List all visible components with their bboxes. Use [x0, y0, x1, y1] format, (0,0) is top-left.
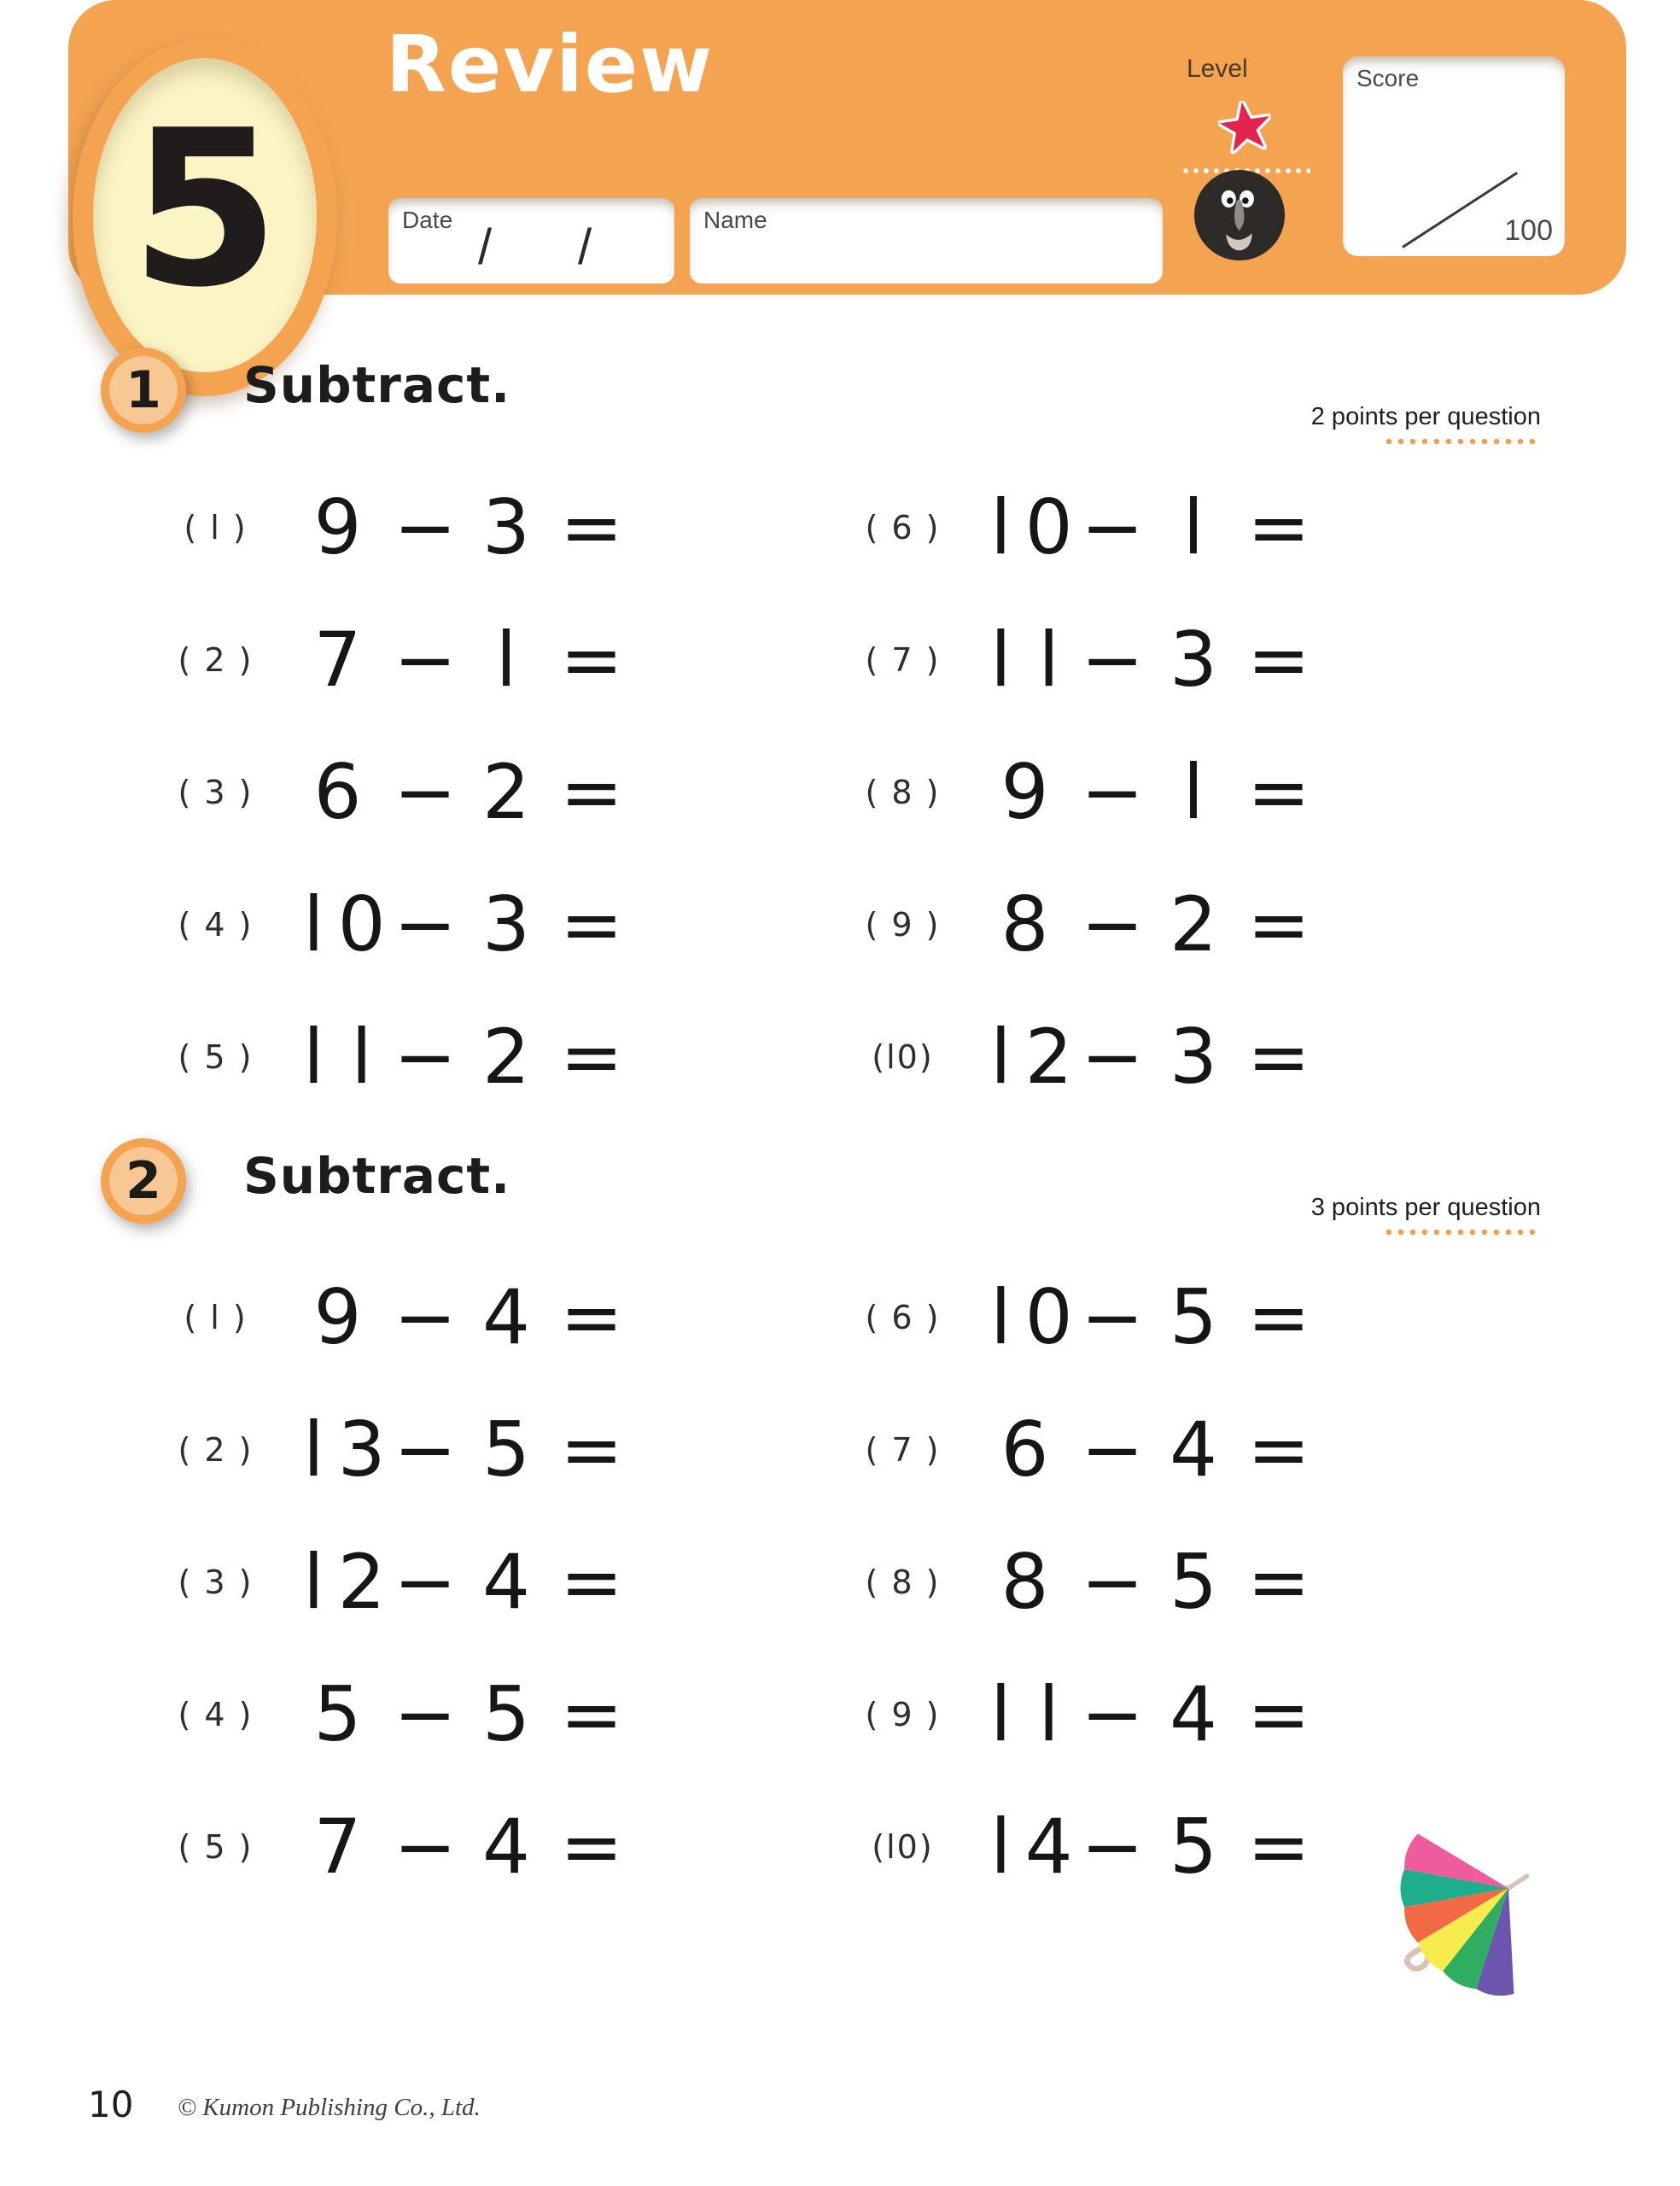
star-icon [1216, 97, 1275, 157]
operand-2: 5 [1170, 1802, 1217, 1891]
operand-2: l [1182, 482, 1205, 571]
problem-row [858, 1780, 1411, 1913]
problem-expression [284, 1399, 724, 1501]
problem-expression [971, 874, 1411, 976]
operand-2: 3 [482, 482, 530, 571]
operand-1: l l [990, 615, 1059, 704]
problem-expression [284, 1663, 724, 1766]
answer-space[interactable] [1317, 874, 1411, 976]
operand-1: 9 [1000, 747, 1049, 836]
equals-sign: = [560, 1272, 623, 1361]
answer-space[interactable] [1317, 609, 1411, 711]
problem-label: ( 4 ) [178, 1695, 254, 1733]
operand-2: 4 [482, 1802, 530, 1891]
section-number: 1 [125, 360, 161, 420]
operand-2: 4 [482, 1537, 530, 1626]
lesson-number: 5 [130, 85, 280, 335]
operand-2: l [495, 615, 517, 704]
operand-1: 5 [313, 1669, 362, 1758]
equals-sign: = [560, 1012, 623, 1101]
equals-sign: = [560, 482, 623, 571]
operand-2: 5 [1170, 1272, 1217, 1361]
operand-1: 8 [1000, 1537, 1049, 1626]
problem-column [171, 1251, 724, 1913]
mascot-face-icon [1194, 170, 1285, 260]
problem-expression [284, 1006, 724, 1108]
problem-expression [284, 1266, 724, 1369]
answer-space[interactable] [630, 1399, 724, 1501]
answer-space[interactable] [1317, 476, 1411, 579]
operand-2: 4 [1170, 1669, 1217, 1758]
problem-expression [971, 1531, 1411, 1634]
points-note: 3 points per question [1285, 1194, 1541, 1236]
minus-sign: − [394, 1802, 457, 1891]
problem-expression [284, 874, 724, 976]
section-number: 2 [125, 1151, 161, 1211]
operand-2: 2 [1170, 880, 1217, 968]
problem-row [858, 1648, 1411, 1780]
operand-2: l [1182, 747, 1205, 836]
answer-space[interactable] [1317, 1266, 1411, 1369]
equals-sign: = [1247, 615, 1310, 704]
answer-space[interactable] [1317, 1399, 1411, 1501]
minus-sign: − [1081, 747, 1144, 836]
minus-sign: − [394, 1405, 457, 1493]
answer-space[interactable] [630, 1663, 724, 1766]
problem-column [858, 461, 1411, 1123]
points-note: 2 points per question [1285, 403, 1541, 445]
problem-label: ( 8 ) [865, 773, 941, 811]
problem-column [858, 1251, 1411, 1913]
operand-2: 5 [482, 1669, 530, 1758]
problem-row [858, 726, 1411, 858]
minus-sign: − [1081, 1272, 1144, 1361]
minus-sign: − [394, 1272, 457, 1361]
problem-label: ( 4 ) [178, 905, 254, 944]
operand-2: 5 [1170, 1537, 1217, 1626]
minus-sign: − [1081, 1669, 1144, 1758]
problem-label: ( 2 ) [178, 1430, 254, 1469]
score-field[interactable] [1343, 56, 1565, 256]
operand-1: l l [303, 1012, 372, 1101]
equals-sign: = [1247, 1272, 1310, 1361]
problem-row [171, 1383, 724, 1516]
operand-1: 9 [313, 482, 362, 571]
section-number-badge [101, 348, 186, 433]
answer-space[interactable] [1317, 1006, 1411, 1108]
umbrella-illustration [1373, 1827, 1565, 2019]
minus-sign: − [1081, 1537, 1144, 1626]
equals-sign: = [1247, 1405, 1310, 1493]
answer-space[interactable] [630, 609, 724, 711]
page-title: Review [386, 19, 715, 110]
answer-space[interactable] [1317, 1663, 1411, 1766]
answer-space[interactable] [630, 1266, 724, 1369]
minus-sign: − [394, 615, 457, 704]
copyright-text: © Kumon Publishing Co., Ltd. [178, 2094, 481, 2121]
operand-1: 7 [313, 615, 362, 704]
minus-sign: − [394, 880, 457, 968]
score-label: Score [1356, 65, 1420, 91]
minus-sign: − [394, 482, 457, 571]
problem-label: (l0) [872, 1037, 934, 1076]
problem-label: ( 2 ) [178, 640, 254, 679]
section-badge-fill [109, 1147, 178, 1215]
operand-1: 7 [313, 1802, 362, 1891]
problem-expression [971, 1663, 1411, 1766]
problem-row [171, 1516, 724, 1648]
answer-space[interactable] [630, 1006, 724, 1108]
equals-sign: = [560, 747, 623, 836]
problem-expression [971, 741, 1411, 844]
problem-row [858, 858, 1411, 991]
lesson-badge-inner [93, 58, 317, 372]
problem-label: ( 5 ) [178, 1037, 254, 1076]
problem-label: ( 7 ) [865, 1430, 941, 1469]
minus-sign: − [1081, 880, 1144, 968]
operand-1: l 2 [303, 1537, 386, 1626]
problem-column [171, 461, 724, 1123]
operand-2: 2 [482, 747, 530, 836]
problem-label: ( l ) [184, 1298, 248, 1336]
operand-1: l 2 [990, 1012, 1073, 1101]
equals-sign: = [1247, 1802, 1310, 1891]
section-instruction: Subtract. [243, 356, 511, 414]
answer-space[interactable] [1317, 741, 1411, 844]
date-slash: / [478, 219, 493, 275]
name-field[interactable] [690, 198, 1163, 283]
operand-2: 3 [482, 880, 530, 968]
minus-sign: − [394, 1012, 457, 1101]
problem-expression [284, 1531, 724, 1634]
equals-sign: = [560, 1669, 623, 1758]
problem-row [171, 1780, 724, 1913]
problem-expression [284, 476, 724, 579]
problem-row [171, 991, 724, 1123]
problem-label: ( 6 ) [865, 508, 941, 546]
problem-expression [284, 609, 724, 711]
problem-row [171, 858, 724, 991]
equals-sign: = [1247, 482, 1310, 571]
answer-space[interactable] [630, 476, 724, 579]
problem-row [171, 1648, 724, 1780]
problem-label: ( 5 ) [178, 1827, 254, 1866]
problem-label: (l0) [872, 1827, 934, 1866]
equals-sign: = [1247, 880, 1310, 968]
equals-sign: = [1247, 1012, 1310, 1101]
minus-sign: − [1081, 1802, 1144, 1891]
operand-2: 4 [1170, 1405, 1217, 1493]
equals-sign: = [1247, 1537, 1310, 1626]
score-denominator: 100 [1504, 214, 1553, 247]
equals-sign: = [560, 1802, 623, 1891]
operand-1: l 3 [303, 1405, 386, 1493]
minus-sign: − [394, 1669, 457, 1758]
operand-1: 9 [313, 1272, 362, 1361]
date-slash: / [578, 219, 592, 275]
minus-sign: − [1081, 615, 1144, 704]
answer-space[interactable] [630, 1796, 724, 1898]
operand-1: 6 [313, 747, 362, 836]
operand-2: 4 [482, 1272, 530, 1361]
problem-row [858, 991, 1411, 1123]
problem-expression [971, 609, 1411, 711]
equals-sign: = [1247, 1669, 1310, 1758]
answer-space[interactable] [630, 874, 724, 976]
date-field[interactable] [388, 198, 674, 283]
operand-2: 3 [1170, 1012, 1217, 1101]
equals-sign: = [560, 1405, 623, 1493]
problem-row [858, 461, 1411, 593]
problem-row [858, 593, 1411, 726]
problem-row [858, 1383, 1411, 1516]
minus-sign: − [394, 747, 457, 836]
operand-1: l 0 [990, 1272, 1073, 1361]
problem-row [171, 1251, 724, 1383]
section-instruction: Subtract. [243, 1147, 511, 1205]
equals-sign: = [560, 1537, 623, 1626]
operand-1: l 0 [303, 880, 386, 968]
equals-sign: = [560, 880, 623, 968]
problem-row [858, 1516, 1411, 1648]
problem-label: ( 9 ) [865, 905, 941, 944]
equals-sign: = [560, 615, 623, 704]
problem-label: ( 6 ) [865, 1298, 941, 1336]
page-number: 10 [88, 2084, 134, 2125]
section-badge-fill [109, 356, 178, 424]
problem-expression [971, 1796, 1411, 1898]
operand-1: l 4 [990, 1802, 1073, 1891]
problem-expression [971, 476, 1411, 579]
operand-2: 2 [482, 1012, 530, 1101]
operand-1: l l [990, 1669, 1059, 1758]
lesson-number-badge [73, 39, 337, 396]
problem-row [858, 1251, 1411, 1383]
operand-1: 8 [1000, 880, 1049, 968]
minus-sign: − [1081, 1012, 1144, 1101]
answer-space[interactable] [1317, 1531, 1411, 1634]
problem-expression [971, 1266, 1411, 1369]
answer-space[interactable] [630, 1531, 724, 1634]
operand-2: 5 [482, 1405, 530, 1493]
score-slash-line [1402, 172, 1518, 248]
date-label: Date [402, 207, 453, 233]
problem-row [171, 726, 724, 858]
problem-expression [971, 1006, 1411, 1108]
minus-sign: − [1081, 1405, 1144, 1493]
name-label: Name [703, 207, 767, 233]
operand-1: 6 [1000, 1405, 1049, 1493]
problem-row [171, 461, 724, 593]
operand-2: 3 [1170, 615, 1217, 704]
minus-sign: − [394, 1537, 457, 1626]
problem-label: ( 3 ) [178, 1563, 254, 1601]
problem-row [171, 593, 724, 726]
problem-expression [284, 741, 724, 844]
problem-label: ( 3 ) [178, 773, 254, 811]
minus-sign: − [1081, 482, 1144, 571]
problem-expression [971, 1399, 1411, 1501]
problem-label: ( 7 ) [865, 640, 941, 679]
problem-expression [284, 1796, 724, 1898]
problem-label: ( 8 ) [865, 1563, 941, 1601]
operand-1: l 0 [990, 482, 1073, 571]
equals-sign: = [1247, 747, 1310, 836]
problem-label: ( 9 ) [865, 1695, 941, 1733]
problem-label: ( l ) [184, 508, 248, 546]
answer-space[interactable] [630, 741, 724, 844]
level-label: Level [1187, 55, 1248, 83]
section-number-badge [101, 1138, 186, 1224]
